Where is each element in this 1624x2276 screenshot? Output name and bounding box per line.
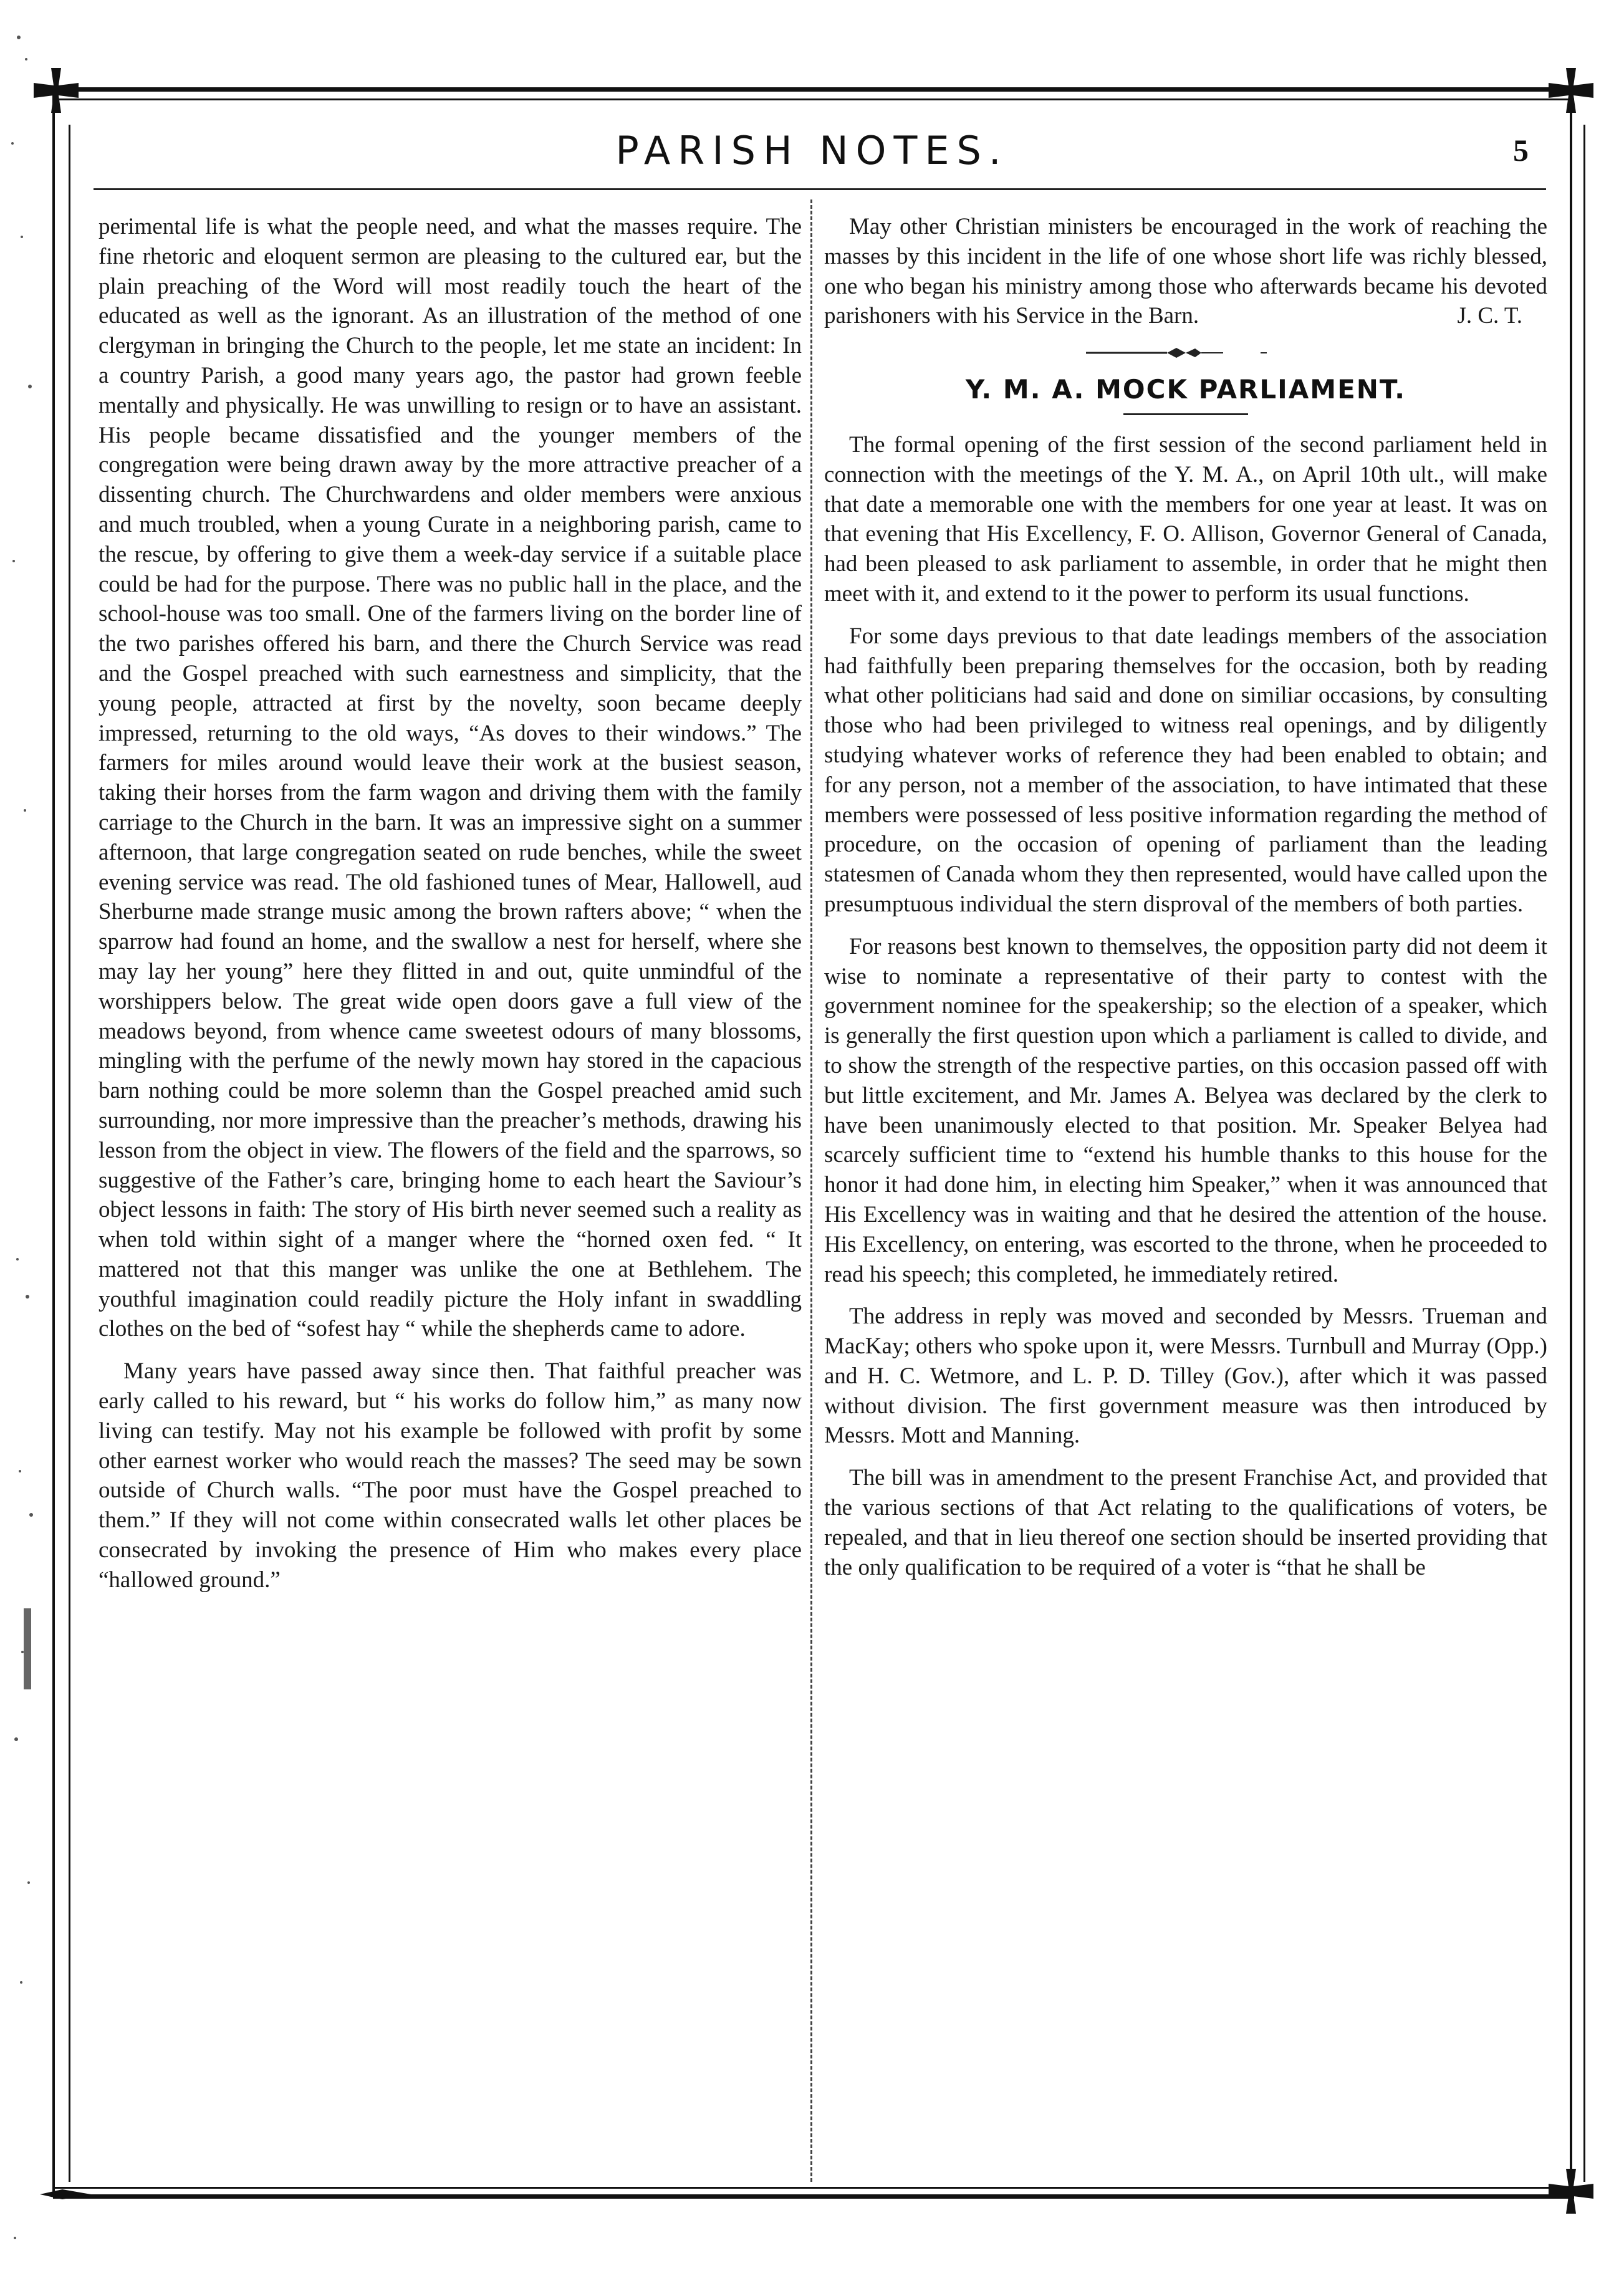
column-divider <box>810 199 812 2182</box>
frame-left-inner-rule <box>69 125 70 2182</box>
cross-ornament-icon <box>31 65 81 115</box>
header-rule <box>94 188 1546 190</box>
page-number: 5 <box>1513 133 1529 168</box>
body-paragraph: For reasons best known to themselves, the opposition party did not deem it wise to nominate a representative of their party to contest with the government nominee for the speakership; so the election of a speaker, which is generally the first question upon which a parliament is called to divide, and to show the strength of the respective parties, on this occasion passed off with but little excitement, and Mr. James A. Belyea was declared by the clerk to have been unanimously elected to that position. Mr. Speaker Belyea had scarcely sufficient time to “extend his humble thanks to this house for the honor it had done him, in electing him Speaker,” when it was announced that His Excellency was in waiting and that he desired the attention of the house. His Excellency, on entering, was escorted to the throne, when he proceeded to read his speech; this completed, he immediately retired. <box>824 933 1547 1287</box>
cross-ornament-icon <box>1546 65 1596 115</box>
body-paragraph: For some days previous to that date leadings members of the association had faithfully been preparing themselves for the occasion, both by reading what other politicians had said and done on similiar occasions, by consulting those who had been privileged to witness real openings, and by diligently studying whatever works of reference they had been enabled to obtain; and for any person, not a member of the association, to have intimated that these members were possessed of less positive information regarding the method of procedure, on the occasion of opening of parliament than the leading statesmen of Canada whom they then represented, would have called upon the presumptuous individual the stern disproval of the members of both parties. <box>824 623 1547 917</box>
corner-ornament-icon <box>37 2182 94 2207</box>
left-column <box>98 212 802 1608</box>
right-column <box>824 212 1547 1595</box>
frame-right-inner-rule <box>1583 125 1585 2182</box>
body-paragraph: The bill was in amendment to the present Franchise Act, and provided that the various sections of that Act relating to the qualifications of voters, be repealed, and that in lieu thereof one section should be inserted providing that the only qualification to be required of a voter is “that he shall be <box>824 1465 1547 1580</box>
body-paragraph: Many years have passed away since then. That faithful preacher was early called to his reward, but “ his works do follow him,” as many now living can testify. May not his example be followed with profit by some other earnest worker who would reach the masses? The seed may be sown outside of Church walls. “The poor must have the Gospel preached to them.” If they will not come within consecrated walls let other places be consecrated by invoking the presence of Him who makes every place “hallowed ground.” <box>98 1358 802 1593</box>
frame-right-rule <box>1570 94 1572 2194</box>
cross-ornament-icon <box>1546 2166 1596 2216</box>
body-paragraph: The formal opening of the first session of the second parliament held in connection with the meetings of the Y. M. A., on April 10th ult., will make that date a memorable one with the members for one year at least. It was on that evening that His Excellency, F. O. Allison, Governor General of Canada, had been pleased to ask parliament to assemble, in order that he might then meet with it, and extend to it the power to perform its usual functions. <box>824 431 1547 607</box>
frame-bottom-rule <box>53 2194 1574 2199</box>
body-paragraph: perimental life is what the people need, and what the masses require. The fine rhetoric and eloquent sermon are pleasing to the cultured ear, but the plain preaching of the Word will most readily touch the heart of the educated as well as the ignorant. As an illustration of the method of one clergyman in bringing the Church to the people, let me state an incident: In a country Parish, a good many years ago, the pastor had grown feeble mentally and physically. He was unwilling to resign or to have an assistant. His people became dissatisfied and the younger members of the congregation were being drawn away by the more attractive preacher of a dissenting church. The Churchwardens and older members were anxious and much troubled, when a young Curate in a neighboring parish, came to the rescue, by offering to give them a week-day service if a suitable place could be had for the purpose. There was no public hall in the place, and the school-house was too small. One of the farmers living on the border line of the two parishes offered his barn, and there the Church Service was read and the Gospel preached with such earnestness and simplicity, that the young people, attracted at first by the novelty, soon became deeply impressed, returning to the old ways, “As doves to their windows.” The farmers for miles around would leave their work at the busiest season, taking their horses from the farm wagon and driving them with the family carriage to the Church in the barn. It was an impressive sight on a summer afternoon, that large congregation seated on rude benches, while the sweet evening service was read. The old fashioned tunes of Mear, Hallowell, aud Sherburne made strange music among the brown rafters above; “ when the sparrow had found an home, and the swallow a nest for herself, where she may lay her young” here they flitted in and out, quite unmindful of the worshippers below. The great wide open doors gave a full view of the meadows beyond, from whence came sweetest odours of many blossoms, mingling with the perfume of the newly mown hay stored in the capacious barn nothing could be more solemn than the Gospel preached amid such surrounding, nor more impressive than the preacher’s methods, drawing his lesson from the object in view. The flowers of the field and the sparrows, so suggestive of the Father’s care, bringing home to each heart the Saviour’s object lessons in faith: The story of His birth never seemed such a reality as when told within sight of a manger where the “horned oxen fed. “ It mattered not that this manger was unlike the one at Bethlehem. The youthful imagination could readily picture the Holy infant in swaddling clothes on the bed of “sofest hay “ while the shepherds came to adore. <box>98 214 802 1342</box>
scan-edge-specks <box>0 0 50 2276</box>
frame-bottom-inner-rule <box>53 2187 1574 2189</box>
section-title: Y. M. A. MOCK PARLIAMENT. <box>965 374 1406 405</box>
frame-top-inner-rule <box>53 98 1574 100</box>
frame-top-rule <box>53 87 1574 92</box>
intro-text: May other Christian ministers be encouraged in the work of reaching the masses by this incident in the life of one whose short life was richly blessed, one who began his ministry among those who afterwards became his devoted parishoners with his Service in the Barn. <box>824 214 1547 329</box>
intro-paragraph <box>824 212 1547 331</box>
section-divider-ornament <box>1074 343 1298 362</box>
signature: J. C. T. <box>1457 303 1522 329</box>
frame-left-rule <box>52 94 55 2194</box>
section-title-rule <box>1123 413 1248 415</box>
body-paragraph: The address in reply was moved and seconded by Messrs. Trueman and MacKay; others who spoke upon it, were Messrs. Turnbull and Murray (Opp.) and H. C. Wetmore, and L. P. D. Tilley (Gov.), after which it was passed without division. The first government measure was then introduced by Messrs. Mott and Manning. <box>824 1304 1547 1449</box>
page-title: PARISH NOTES. <box>615 128 1009 173</box>
